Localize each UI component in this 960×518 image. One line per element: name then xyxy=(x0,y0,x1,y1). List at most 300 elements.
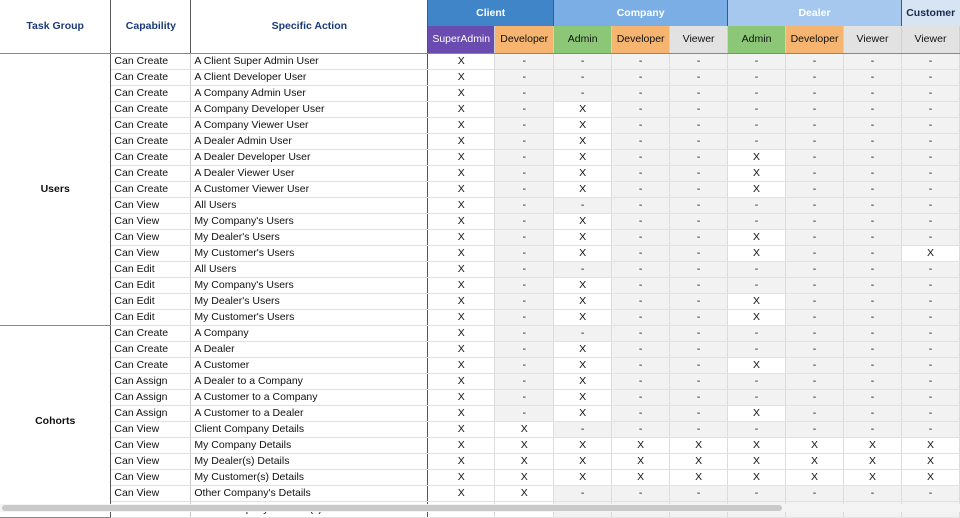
action-cell[interactable]: My Dealer(s) Details xyxy=(191,453,428,469)
permission-cell[interactable]: - xyxy=(670,261,728,277)
permission-cell[interactable]: - xyxy=(612,293,670,309)
permission-cell[interactable]: - xyxy=(901,85,959,101)
action-cell[interactable]: My Customer's Users xyxy=(191,309,428,325)
role-header-developer[interactable]: Developer xyxy=(786,26,844,53)
permission-cell[interactable]: - xyxy=(495,341,554,357)
permission-cell[interactable]: - xyxy=(844,245,902,261)
permission-cell[interactable]: X xyxy=(428,437,495,453)
permission-cell[interactable]: X xyxy=(495,453,554,469)
permission-cell[interactable]: X xyxy=(786,453,844,469)
permission-cell[interactable]: - xyxy=(670,117,728,133)
permission-cell[interactable]: X xyxy=(728,453,786,469)
permission-cell[interactable]: - xyxy=(844,277,902,293)
permission-cell[interactable]: - xyxy=(554,325,612,341)
capability-cell[interactable]: Can Create xyxy=(111,117,191,133)
permission-cell[interactable]: - xyxy=(844,101,902,117)
permission-cell[interactable]: X xyxy=(554,469,612,485)
permission-cell[interactable]: X xyxy=(428,213,495,229)
permission-cell[interactable]: - xyxy=(786,197,844,213)
permission-cell[interactable]: - xyxy=(844,373,902,389)
permission-cell[interactable]: - xyxy=(612,341,670,357)
permission-cell[interactable]: - xyxy=(844,213,902,229)
permission-cell[interactable]: - xyxy=(612,117,670,133)
permission-cell[interactable]: X xyxy=(495,437,554,453)
action-cell[interactable]: A Company Admin User xyxy=(191,85,428,101)
permission-cell[interactable]: - xyxy=(554,53,612,69)
capability-cell[interactable]: Can View xyxy=(111,197,191,213)
permission-cell[interactable]: - xyxy=(612,277,670,293)
permission-cell[interactable]: - xyxy=(728,389,786,405)
permission-cell[interactable]: - xyxy=(844,181,902,197)
capability-cell[interactable]: Can Assign xyxy=(111,405,191,421)
action-cell[interactable]: A Dealer to a Company xyxy=(191,373,428,389)
permission-cell[interactable]: - xyxy=(901,293,959,309)
permission-cell[interactable]: - xyxy=(844,229,902,245)
capability-cell[interactable]: Can View xyxy=(111,229,191,245)
permission-cell[interactable]: - xyxy=(612,405,670,421)
permission-cell[interactable]: - xyxy=(786,421,844,437)
permission-cell[interactable]: X xyxy=(495,469,554,485)
permission-cell[interactable]: - xyxy=(612,133,670,149)
permission-cell[interactable]: - xyxy=(670,277,728,293)
capability-cell[interactable]: Can View xyxy=(111,437,191,453)
permission-cell[interactable]: X xyxy=(428,165,495,181)
permission-cell[interactable]: - xyxy=(612,197,670,213)
permission-cell[interactable]: - xyxy=(612,101,670,117)
permission-cell[interactable]: - xyxy=(786,69,844,85)
permission-cell[interactable]: - xyxy=(901,277,959,293)
action-cell[interactable]: A Customer xyxy=(191,357,428,373)
action-cell[interactable]: All Users xyxy=(191,197,428,213)
permission-cell[interactable]: - xyxy=(728,197,786,213)
permission-cell[interactable]: X xyxy=(728,357,786,373)
permission-cell[interactable]: X xyxy=(428,133,495,149)
permission-cell[interactable]: X xyxy=(428,325,495,341)
action-cell[interactable]: Other Company's Details xyxy=(191,485,428,501)
permission-cell[interactable]: - xyxy=(844,53,902,69)
capability-cell[interactable]: Can Edit xyxy=(111,293,191,309)
capability-cell[interactable]: Can View xyxy=(111,421,191,437)
permission-cell[interactable]: - xyxy=(786,309,844,325)
permission-cell[interactable]: - xyxy=(786,229,844,245)
action-cell[interactable]: A Customer to a Company xyxy=(191,389,428,405)
permission-cell[interactable]: - xyxy=(728,69,786,85)
permission-cell[interactable]: X xyxy=(728,293,786,309)
task-group-cell[interactable]: Users xyxy=(0,53,111,325)
permission-cell[interactable]: - xyxy=(612,229,670,245)
permission-cell[interactable]: - xyxy=(554,69,612,85)
permission-cell[interactable]: - xyxy=(728,85,786,101)
permission-cell[interactable]: X xyxy=(554,149,612,165)
permission-cell[interactable]: - xyxy=(670,53,728,69)
action-cell[interactable]: A Customer to a Dealer xyxy=(191,405,428,421)
permission-cell[interactable]: - xyxy=(495,149,554,165)
permission-cell[interactable]: - xyxy=(901,261,959,277)
permission-cell[interactable]: - xyxy=(728,133,786,149)
role-header-admin[interactable]: Admin xyxy=(728,26,786,53)
capability-cell[interactable]: Can Create xyxy=(111,133,191,149)
permission-cell[interactable]: - xyxy=(670,373,728,389)
permission-cell[interactable]: - xyxy=(844,293,902,309)
permission-cell[interactable]: - xyxy=(612,85,670,101)
group-header-customer[interactable]: Customer xyxy=(901,0,959,26)
permission-cell[interactable]: X xyxy=(554,405,612,421)
permission-cell[interactable]: X xyxy=(612,469,670,485)
permission-cell[interactable]: - xyxy=(901,389,959,405)
permission-cell[interactable]: - xyxy=(612,69,670,85)
permission-cell[interactable]: X xyxy=(428,469,495,485)
permission-cell[interactable]: X xyxy=(554,357,612,373)
permission-cell[interactable]: X xyxy=(428,405,495,421)
permission-cell[interactable]: X xyxy=(728,229,786,245)
permission-cell[interactable]: X xyxy=(428,453,495,469)
permission-cell[interactable]: X xyxy=(428,389,495,405)
permission-cell[interactable]: - xyxy=(786,405,844,421)
permission-cell[interactable]: - xyxy=(612,181,670,197)
permission-cell[interactable]: - xyxy=(786,341,844,357)
permission-cell[interactable]: - xyxy=(612,357,670,373)
permission-cell[interactable]: - xyxy=(786,117,844,133)
action-cell[interactable]: A Company xyxy=(191,325,428,341)
permission-cell[interactable]: - xyxy=(844,165,902,181)
permission-cell[interactable]: X xyxy=(612,437,670,453)
permission-cell[interactable]: X xyxy=(901,469,959,485)
permission-cell[interactable]: X xyxy=(554,213,612,229)
permission-cell[interactable]: - xyxy=(670,149,728,165)
capability-cell[interactable]: Can View xyxy=(111,213,191,229)
group-header-company[interactable]: Company xyxy=(554,0,728,26)
permission-cell[interactable]: - xyxy=(901,69,959,85)
permission-cell[interactable]: - xyxy=(670,229,728,245)
capability-cell[interactable]: Can Assign xyxy=(111,373,191,389)
permission-cell[interactable]: - xyxy=(495,101,554,117)
permission-cell[interactable]: X xyxy=(844,437,902,453)
capability-cell[interactable]: Can Edit xyxy=(111,261,191,277)
permission-cell[interactable]: - xyxy=(786,101,844,117)
permission-cell[interactable]: - xyxy=(612,53,670,69)
role-header-developer[interactable]: Developer xyxy=(495,26,554,53)
capability-cell[interactable]: Can Create xyxy=(111,53,191,69)
permission-cell[interactable]: - xyxy=(554,85,612,101)
permission-cell[interactable]: X xyxy=(428,181,495,197)
action-cell[interactable]: A Customer Viewer User xyxy=(191,181,428,197)
permission-cell[interactable]: - xyxy=(670,101,728,117)
role-header-viewer[interactable]: Viewer xyxy=(670,26,728,53)
permission-cell[interactable]: - xyxy=(901,421,959,437)
permission-cell[interactable]: - xyxy=(495,293,554,309)
permission-cell[interactable]: - xyxy=(495,245,554,261)
permission-cell[interactable]: - xyxy=(728,117,786,133)
header-specific-action[interactable]: Specific Action xyxy=(191,0,428,53)
permission-cell[interactable]: - xyxy=(901,117,959,133)
role-header-viewer[interactable]: Viewer xyxy=(901,26,959,53)
action-cell[interactable]: All Users xyxy=(191,261,428,277)
action-cell[interactable]: My Customer's Users xyxy=(191,245,428,261)
permission-cell[interactable]: - xyxy=(495,373,554,389)
task-group-cell[interactable]: Cohorts xyxy=(0,325,111,517)
permission-cell[interactable]: X xyxy=(428,357,495,373)
permission-cell[interactable]: X xyxy=(728,245,786,261)
permission-cell[interactable]: - xyxy=(844,149,902,165)
permission-cell[interactable]: - xyxy=(495,69,554,85)
permission-cell[interactable]: - xyxy=(844,341,902,357)
permission-cell[interactable]: - xyxy=(901,213,959,229)
permission-cell[interactable]: - xyxy=(901,53,959,69)
permission-cell[interactable]: - xyxy=(495,133,554,149)
capability-cell[interactable]: Can Create xyxy=(111,149,191,165)
permission-cell[interactable]: - xyxy=(554,485,612,501)
permission-cell[interactable]: X xyxy=(728,405,786,421)
permission-cell[interactable]: - xyxy=(495,229,554,245)
role-header-viewer[interactable]: Viewer xyxy=(844,26,902,53)
capability-cell[interactable]: Can View xyxy=(111,453,191,469)
permission-cell[interactable]: - xyxy=(495,197,554,213)
permission-cell[interactable]: - xyxy=(844,357,902,373)
permission-cell[interactable]: - xyxy=(670,69,728,85)
permission-cell[interactable]: - xyxy=(495,165,554,181)
permission-cell[interactable]: - xyxy=(844,421,902,437)
permission-cell[interactable]: - xyxy=(728,485,786,501)
permission-cell[interactable]: X xyxy=(554,341,612,357)
permission-cell[interactable]: - xyxy=(844,85,902,101)
action-cell[interactable]: A Dealer Viewer User xyxy=(191,165,428,181)
permission-cell[interactable]: - xyxy=(670,293,728,309)
action-cell[interactable]: My Dealer's Users xyxy=(191,229,428,245)
permission-cell[interactable]: - xyxy=(786,213,844,229)
permission-cell[interactable]: - xyxy=(612,373,670,389)
permission-cell[interactable]: X xyxy=(428,245,495,261)
permission-cell[interactable]: - xyxy=(612,245,670,261)
permission-cell[interactable]: - xyxy=(786,165,844,181)
capability-cell[interactable]: Can Create xyxy=(111,341,191,357)
permission-cell[interactable]: X xyxy=(844,453,902,469)
capability-cell[interactable]: Can Create xyxy=(111,101,191,117)
capability-cell[interactable]: Can Edit xyxy=(111,309,191,325)
permission-cell[interactable]: X xyxy=(554,181,612,197)
permission-cell[interactable]: - xyxy=(786,149,844,165)
permission-cell[interactable]: - xyxy=(901,357,959,373)
action-cell[interactable]: My Dealer's Users xyxy=(191,293,428,309)
permission-cell[interactable]: X xyxy=(428,149,495,165)
permission-cell[interactable]: X xyxy=(844,469,902,485)
permission-cell[interactable]: - xyxy=(495,389,554,405)
permission-cell[interactable]: X xyxy=(786,437,844,453)
permission-cell[interactable]: X xyxy=(554,309,612,325)
permission-cell[interactable]: X xyxy=(554,453,612,469)
permission-cell[interactable]: X xyxy=(901,437,959,453)
permission-cell[interactable]: X xyxy=(786,469,844,485)
permission-cell[interactable]: - xyxy=(844,117,902,133)
capability-cell[interactable]: Can Create xyxy=(111,357,191,373)
permission-cell[interactable]: - xyxy=(670,357,728,373)
action-cell[interactable]: A Dealer Developer User xyxy=(191,149,428,165)
permission-cell[interactable]: - xyxy=(901,133,959,149)
capability-cell[interactable]: Can Create xyxy=(111,325,191,341)
permission-cell[interactable]: X xyxy=(428,485,495,501)
permission-cell[interactable]: - xyxy=(670,133,728,149)
permission-cell[interactable]: X xyxy=(554,293,612,309)
action-cell[interactable]: Client Company Details xyxy=(191,421,428,437)
horizontal-scrollbar[interactable] xyxy=(0,504,960,512)
role-header-admin[interactable]: Admin xyxy=(554,26,612,53)
permission-cell[interactable]: - xyxy=(728,325,786,341)
permission-cell[interactable]: - xyxy=(901,229,959,245)
action-cell[interactable]: A Dealer Admin User xyxy=(191,133,428,149)
permission-cell[interactable]: - xyxy=(844,485,902,501)
permission-cell[interactable]: - xyxy=(786,325,844,341)
permission-cell[interactable]: X xyxy=(554,245,612,261)
capability-cell[interactable]: Can Create xyxy=(111,165,191,181)
permission-cell[interactable]: X xyxy=(428,373,495,389)
permission-cell[interactable]: X xyxy=(554,133,612,149)
role-header-developer[interactable]: Developer xyxy=(612,26,670,53)
action-cell[interactable]: A Client Developer User xyxy=(191,69,428,85)
permission-cell[interactable]: - xyxy=(495,181,554,197)
permission-cell[interactable]: - xyxy=(786,293,844,309)
permission-cell[interactable]: X xyxy=(670,453,728,469)
permission-cell[interactable]: - xyxy=(786,277,844,293)
permission-cell[interactable]: X xyxy=(428,197,495,213)
permission-cell[interactable]: - xyxy=(670,165,728,181)
permission-cell[interactable]: - xyxy=(495,117,554,133)
capability-cell[interactable]: Can View xyxy=(111,469,191,485)
scrollbar-thumb[interactable] xyxy=(2,505,782,511)
capability-cell[interactable]: Can Edit xyxy=(111,277,191,293)
permission-cell[interactable]: - xyxy=(554,421,612,437)
permission-cell[interactable]: - xyxy=(786,261,844,277)
permission-cell[interactable]: X xyxy=(728,149,786,165)
permission-cell[interactable]: X xyxy=(728,309,786,325)
permission-cell[interactable]: - xyxy=(728,341,786,357)
permission-cell[interactable]: X xyxy=(428,85,495,101)
permission-cell[interactable]: - xyxy=(670,85,728,101)
capability-cell[interactable]: Can View xyxy=(111,485,191,501)
permission-cell[interactable]: X xyxy=(495,485,554,501)
permission-cell[interactable]: - xyxy=(612,389,670,405)
permission-cell[interactable]: - xyxy=(786,357,844,373)
permission-cell[interactable]: - xyxy=(495,309,554,325)
permission-cell[interactable]: - xyxy=(612,213,670,229)
permission-cell[interactable]: X xyxy=(728,181,786,197)
header-task-group[interactable]: Task Group xyxy=(0,0,111,53)
permission-cell[interactable]: X xyxy=(670,437,728,453)
permission-cell[interactable]: - xyxy=(728,421,786,437)
permission-cell[interactable]: - xyxy=(554,261,612,277)
permission-cell[interactable]: - xyxy=(728,53,786,69)
permission-cell[interactable]: - xyxy=(670,341,728,357)
permission-cell[interactable]: - xyxy=(495,213,554,229)
permission-cell[interactable]: - xyxy=(495,357,554,373)
permission-cell[interactable]: - xyxy=(728,373,786,389)
permission-cell[interactable]: - xyxy=(495,261,554,277)
action-cell[interactable]: A Company Viewer User xyxy=(191,117,428,133)
permission-cell[interactable]: - xyxy=(901,309,959,325)
permission-cell[interactable]: - xyxy=(670,389,728,405)
role-header-superadmin[interactable]: SuperAdmin xyxy=(428,26,495,53)
permission-cell[interactable]: X xyxy=(554,389,612,405)
permission-cell[interactable]: - xyxy=(844,389,902,405)
permission-cell[interactable]: X xyxy=(554,117,612,133)
permission-cell[interactable]: X xyxy=(670,469,728,485)
permission-cell[interactable]: - xyxy=(670,485,728,501)
permission-cell[interactable]: - xyxy=(786,373,844,389)
permission-cell[interactable]: - xyxy=(670,325,728,341)
permission-cell[interactable]: - xyxy=(844,309,902,325)
permission-cell[interactable]: - xyxy=(786,53,844,69)
permission-cell[interactable]: - xyxy=(901,405,959,421)
permission-cell[interactable]: X xyxy=(428,101,495,117)
permission-cell[interactable]: - xyxy=(728,261,786,277)
permission-cell[interactable]: - xyxy=(844,405,902,421)
action-cell[interactable]: My Company's Users xyxy=(191,213,428,229)
capability-cell[interactable]: Can Assign xyxy=(111,389,191,405)
header-capability[interactable]: Capability xyxy=(111,0,191,53)
permission-cell[interactable]: - xyxy=(612,309,670,325)
permission-cell[interactable]: - xyxy=(612,325,670,341)
permission-cell[interactable]: X xyxy=(554,165,612,181)
permission-cell[interactable]: - xyxy=(844,325,902,341)
permission-cell[interactable]: - xyxy=(786,389,844,405)
permission-cell[interactable]: - xyxy=(901,149,959,165)
permission-cell[interactable]: - xyxy=(612,261,670,277)
permission-cell[interactable]: X xyxy=(428,309,495,325)
permission-cell[interactable]: X xyxy=(428,229,495,245)
action-cell[interactable]: My Customer(s) Details xyxy=(191,469,428,485)
action-cell[interactable]: A Dealer xyxy=(191,341,428,357)
permission-cell[interactable]: - xyxy=(670,421,728,437)
action-cell[interactable]: A Client Super Admin User xyxy=(191,53,428,69)
permission-cell[interactable]: X xyxy=(901,453,959,469)
permission-cell[interactable]: - xyxy=(670,309,728,325)
permission-cell[interactable]: - xyxy=(495,85,554,101)
permission-cell[interactable]: - xyxy=(844,197,902,213)
permission-cell[interactable]: - xyxy=(670,197,728,213)
permission-cell[interactable]: - xyxy=(495,405,554,421)
action-cell[interactable]: My Company Details xyxy=(191,437,428,453)
permission-cell[interactable]: X xyxy=(428,69,495,85)
permission-cell[interactable]: X xyxy=(428,341,495,357)
permission-cell[interactable]: - xyxy=(670,181,728,197)
permission-cell[interactable]: - xyxy=(786,245,844,261)
permission-cell[interactable]: - xyxy=(670,405,728,421)
action-cell[interactable]: A Company Developer User xyxy=(191,101,428,117)
permission-cell[interactable]: - xyxy=(901,101,959,117)
permission-cell[interactable]: - xyxy=(901,341,959,357)
permission-cell[interactable]: X xyxy=(612,453,670,469)
permission-cell[interactable]: - xyxy=(495,53,554,69)
permission-cell[interactable]: - xyxy=(670,245,728,261)
permission-cell[interactable]: X xyxy=(554,277,612,293)
permission-cell[interactable]: X xyxy=(554,229,612,245)
permission-cell[interactable]: - xyxy=(612,149,670,165)
permission-cell[interactable]: X xyxy=(428,277,495,293)
permission-cell[interactable]: X xyxy=(428,53,495,69)
permission-cell[interactable]: - xyxy=(728,101,786,117)
permission-cell[interactable]: - xyxy=(728,213,786,229)
permission-cell[interactable]: - xyxy=(901,197,959,213)
permission-cell[interactable]: - xyxy=(495,277,554,293)
permission-cell[interactable]: - xyxy=(612,165,670,181)
permission-cell[interactable]: - xyxy=(901,485,959,501)
permission-cell[interactable]: - xyxy=(612,421,670,437)
permission-cell[interactable]: - xyxy=(670,213,728,229)
action-cell[interactable]: My Company's Users xyxy=(191,277,428,293)
permission-cell[interactable]: - xyxy=(786,485,844,501)
permission-cell[interactable]: - xyxy=(844,69,902,85)
permission-cell[interactable]: - xyxy=(786,133,844,149)
group-header-client[interactable]: Client xyxy=(428,0,554,26)
permission-cell[interactable]: - xyxy=(728,277,786,293)
